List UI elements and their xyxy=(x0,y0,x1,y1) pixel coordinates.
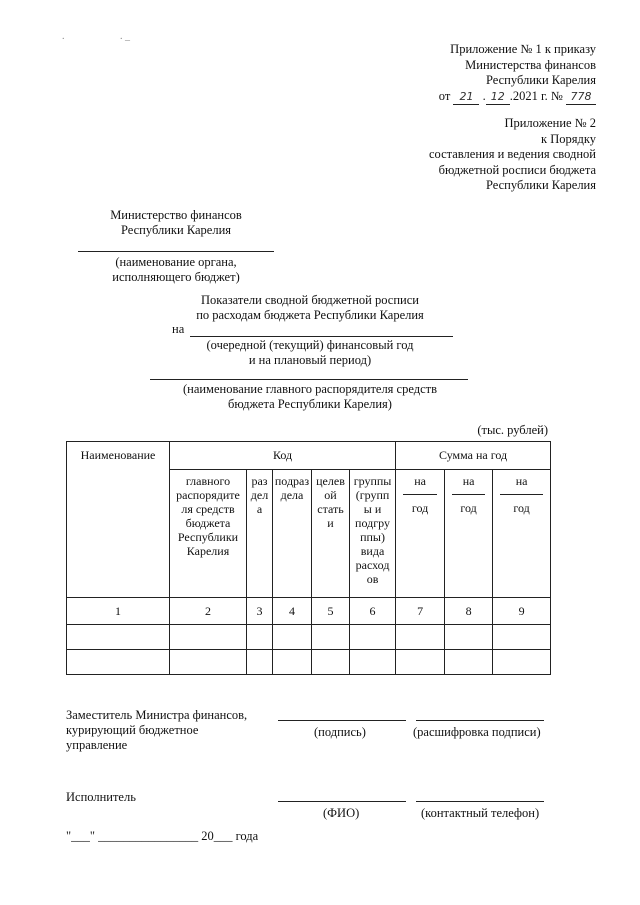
title-block xyxy=(140,293,480,323)
date-month: 12 xyxy=(486,89,510,106)
table-row-empty xyxy=(67,625,551,650)
signature-caption: (подпись) xyxy=(314,725,366,739)
distributor-caption xyxy=(150,382,470,412)
subheader-section: раз дел а xyxy=(247,470,273,598)
table-cell xyxy=(350,625,396,650)
column-number: 2 xyxy=(170,598,247,625)
date-day: 21 xyxy=(453,89,479,106)
col-header-code: Код xyxy=(170,442,396,470)
appendix2-line: к Порядку xyxy=(541,131,596,146)
col-header-sum: Сумма на год xyxy=(396,442,551,470)
column-number: 1 xyxy=(67,598,170,625)
appendix1-line: Приложение № 1 к приказу xyxy=(450,42,596,56)
fio-underline xyxy=(278,801,406,802)
units-label: (тыс. рублей) xyxy=(477,423,548,437)
column-number: 3 xyxy=(247,598,273,625)
republic-line: Республики Карелия xyxy=(485,73,596,87)
appendix2-line: бюджетной росписи бюджета xyxy=(438,162,596,177)
date-prefix: от xyxy=(438,88,451,103)
ministry-line: Министерства финансов xyxy=(465,57,596,72)
sum-na-label: на xyxy=(452,474,485,495)
deputy-line: Заместитель Министра финансов, xyxy=(66,708,248,722)
table-cell xyxy=(67,625,170,650)
table-cell xyxy=(67,650,170,675)
signature-underline xyxy=(278,720,406,721)
table-row-empty xyxy=(67,650,551,675)
table-cell xyxy=(493,625,551,650)
scan-mark: . _ xyxy=(120,31,130,42)
distributor-caption-line: бюджета Республики Карелия) xyxy=(228,397,392,411)
deputy-line: управление xyxy=(66,738,128,752)
organ-name: Республики Карелия xyxy=(120,223,232,237)
table-cell xyxy=(170,650,247,675)
fio-caption: (ФИО) xyxy=(323,806,360,820)
col-header-name: Наименование xyxy=(67,442,170,598)
column-number: 4 xyxy=(273,598,312,625)
distributor-underline xyxy=(150,379,468,380)
table-row-numbers xyxy=(67,598,551,625)
subheader-sum-year xyxy=(396,470,445,598)
appendix2-block xyxy=(429,116,596,194)
budget-table xyxy=(66,441,551,675)
year-caption xyxy=(150,338,470,368)
subheader-chief-distributor: главного распорядите ля средств бюджета Республики Карелия xyxy=(170,470,247,598)
table-cell xyxy=(273,625,312,650)
appendix1-block xyxy=(439,42,596,105)
organ-underline xyxy=(78,251,274,252)
table-cell xyxy=(396,650,445,675)
deputy-title xyxy=(66,708,247,753)
subheader-sum-year xyxy=(445,470,493,598)
table-cell xyxy=(445,650,493,675)
table-cell xyxy=(247,625,273,650)
subheader-expense-groups: группы (групп ы и подгру ппы) вида расход ов xyxy=(350,470,396,598)
column-number: 8 xyxy=(445,598,493,625)
column-number: 6 xyxy=(350,598,396,625)
table-cell xyxy=(396,625,445,650)
subheader-sum-year xyxy=(493,470,551,598)
order-number: 778 xyxy=(566,89,596,106)
year-caption-line: и на плановый период) xyxy=(248,353,372,367)
table-cell xyxy=(493,650,551,675)
organ-caption: (наименование органа, xyxy=(115,255,237,269)
scan-mark: . xyxy=(62,31,65,42)
phone-underline xyxy=(416,801,544,802)
table-cell xyxy=(170,625,247,650)
table-cell xyxy=(445,625,493,650)
subheader-subsection: подраз дела xyxy=(273,470,312,598)
appendix2-line: Республики Карелия xyxy=(485,178,596,192)
organ-block xyxy=(78,208,274,285)
subheader-target-item: целев ой стать и xyxy=(312,470,350,598)
sum-na-label: на xyxy=(500,474,543,495)
decode-underline xyxy=(416,720,544,721)
column-number: 9 xyxy=(493,598,551,625)
appendix2-line: Приложение № 2 xyxy=(504,116,596,130)
table-cell xyxy=(273,650,312,675)
title-na: на xyxy=(172,322,185,336)
order-date-line: от 21 . 12 .2021 г. № 778 xyxy=(439,89,596,106)
organ-caption: исполняющего бюджет) xyxy=(112,270,240,284)
table-cell xyxy=(350,650,396,675)
organ-name: Министерство финансов xyxy=(110,208,242,222)
table-cell xyxy=(247,650,273,675)
title-line: Показатели сводной бюджетной росписи xyxy=(201,293,419,307)
title-line: по расходам бюджета Республики Карелия xyxy=(196,308,424,322)
year-underline xyxy=(190,336,453,337)
column-number: 7 xyxy=(396,598,445,625)
appendix2-line: составления и ведения сводной xyxy=(428,147,596,161)
sum-year-label: год xyxy=(513,501,530,515)
table-cell xyxy=(312,625,350,650)
phone-caption: (контактный телефон) xyxy=(421,806,540,820)
sum-year-label: год xyxy=(460,501,477,515)
date-year: .2021 г. № xyxy=(509,88,563,103)
sum-year-label: год xyxy=(411,501,429,515)
decode-caption: (расшифровка подписи) xyxy=(413,725,541,739)
year-caption-line: (очередной (текущий) финансовый год xyxy=(206,338,414,352)
executor-label: Исполнитель xyxy=(66,790,136,804)
deputy-line: курирующий бюджетное xyxy=(66,723,199,737)
distributor-caption-line: (наименование главного распорядителя средств xyxy=(182,382,438,396)
date-line: "___" ________________ 20___ года xyxy=(66,829,259,843)
sum-na-label: на xyxy=(403,474,437,495)
table-cell xyxy=(312,650,350,675)
column-number: 5 xyxy=(312,598,350,625)
